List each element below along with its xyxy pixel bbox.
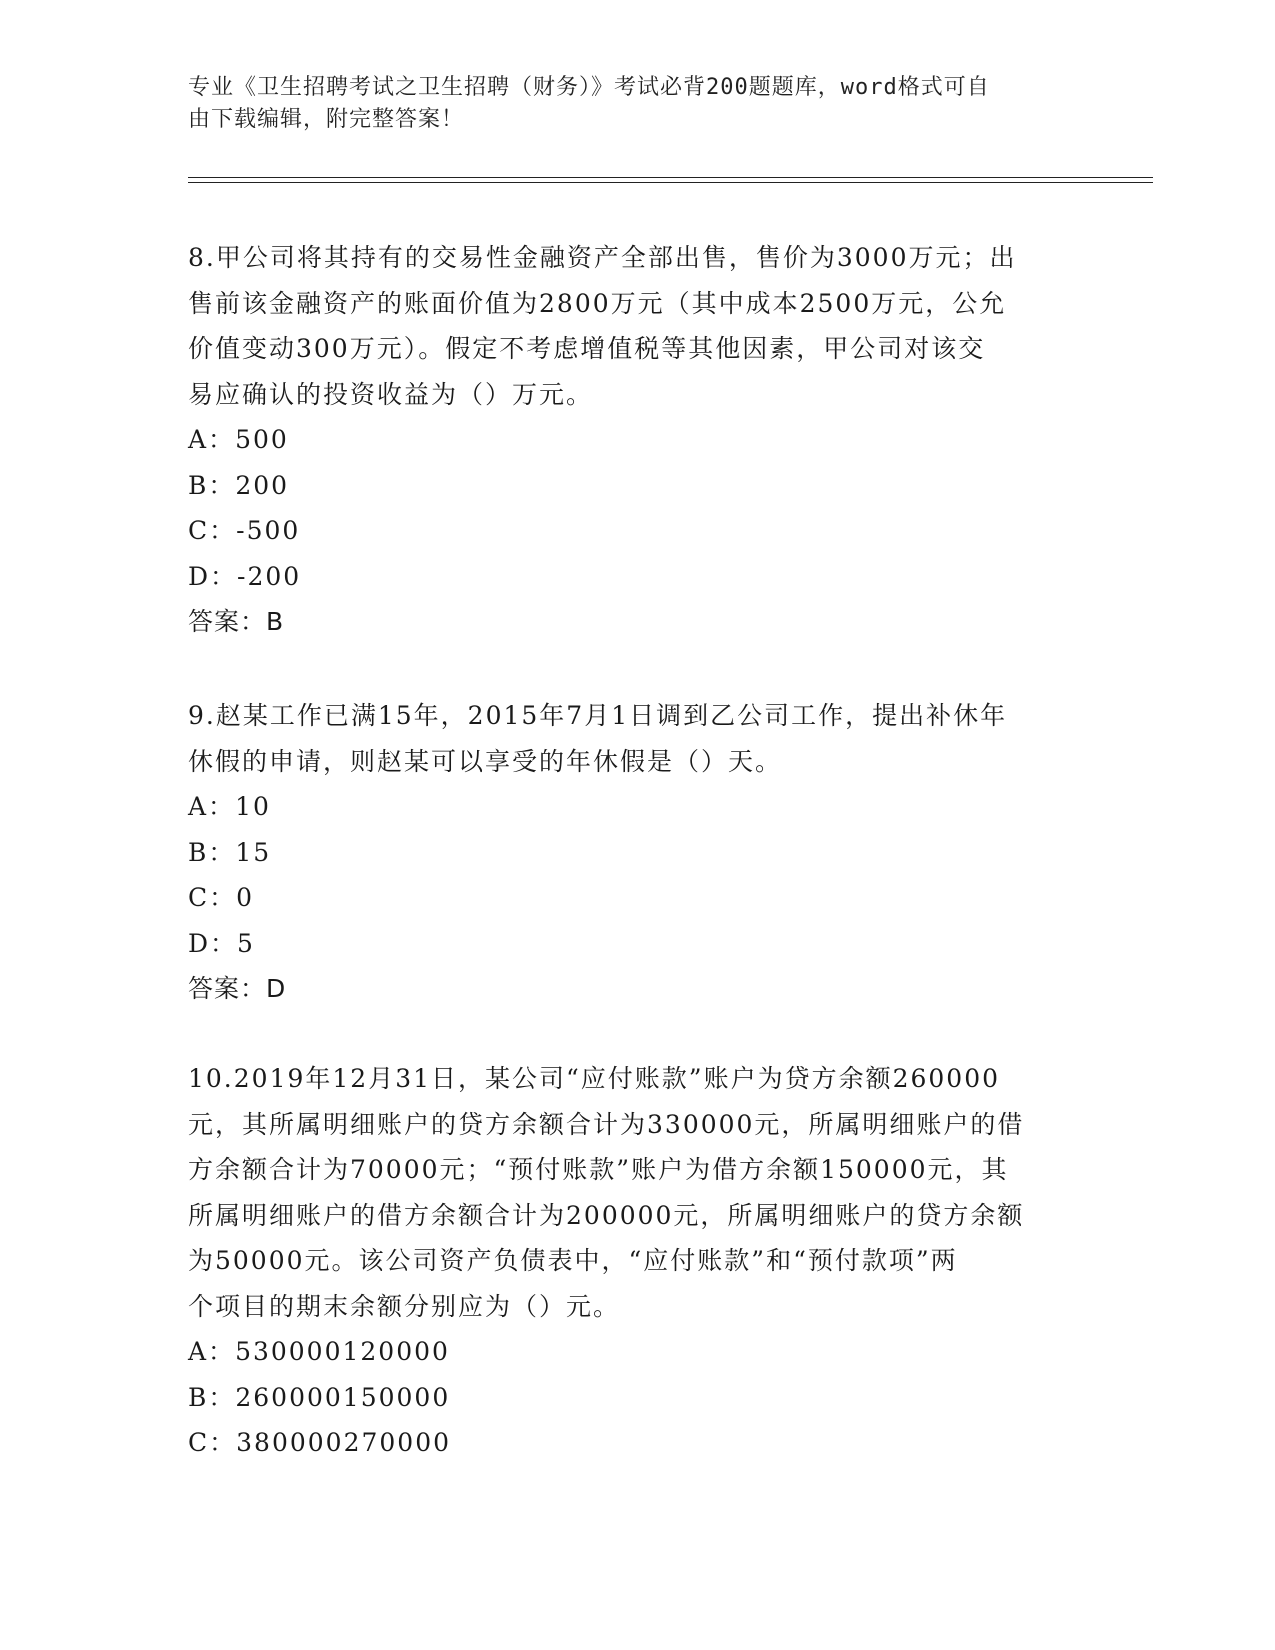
option-text: 5 [237,928,255,958]
header-divider-top [188,177,1153,178]
stem-line: 9.赵某工作已满15年，2015年7月1日调到乙公司工作，提出补休年 [188,701,1008,730]
stem-line: 10.2019年12月31日，某公司“应付账款”账户为贷方余额260000 [188,1064,1001,1093]
stem-line: 个项目的期末余额分别应为（）元。 [188,1291,621,1321]
answer-line: 答案：D [188,974,287,1003]
option-b [188,463,1078,509]
question-8 [188,235,1078,645]
header-line-1: 专业《卫生招聘考试之卫生招聘（财务）》考试必背200题题库，word格式可自 [188,75,990,100]
stem-line: 8.甲公司将其持有的交易性金融资产全部出售，售价为3000万元；出 [188,243,1017,272]
stem-line: 售前该金融资产的账面价值为2800万元（其中成本2500万元，公允 [188,288,1007,318]
option-a [188,1329,1078,1375]
question-stem [188,235,1078,417]
option-label: D： [188,928,238,958]
question-stem [188,693,1078,784]
option-b [188,830,1078,876]
option-text: -200 [237,561,302,591]
header-line-2: 由下载编辑，附完整答案！ [188,107,465,132]
option-a [188,784,1078,830]
question-stem [188,1056,1078,1329]
option-d [188,554,1078,600]
option-text: 260000150000 [235,1382,451,1412]
option-text: 0 [236,883,255,912]
stem-line: 休假的申请，则赵某可以享受的年休假是（）天。 [188,746,783,776]
option-text: 500 [235,425,289,454]
option-b [188,1375,1078,1421]
option-text: 530000120000 [235,1337,450,1366]
option-text: 15 [235,837,272,867]
stem-line: 易应确认的投资收益为（）万元。 [188,379,594,409]
option-text: -500 [236,516,301,545]
option-text: 200 [235,470,290,500]
stem-line: 所属明细账户的借方余额合计为200000元，所属明细账户的贷方余额 [188,1200,1025,1230]
question-10 [188,1056,1078,1466]
document-header [188,72,1078,136]
option-label: C： [188,516,237,545]
header-divider-bottom [188,182,1153,183]
option-label: A： [188,792,236,821]
option-d [188,921,1078,967]
stem-line: 元，其所属明细账户的贷方余额合计为330000元，所属明细账户的借 [188,1109,1025,1139]
option-label: B： [188,1382,236,1412]
option-label: C： [188,883,237,912]
option-c [188,875,1078,921]
stem-line: 方余额合计为70000元；“预付账款”账户为借方余额150000元，其 [188,1155,1009,1184]
answer-line: 答案：B [188,607,285,636]
option-text: 10 [235,792,271,821]
option-label: B： [188,470,236,500]
question-9 [188,693,1078,1012]
stem-line: 价值变动300万元）。假定不考虑增值税等其他因素，甲公司对该交 [188,334,986,363]
option-label: A： [188,425,236,454]
option-label: A： [188,1337,236,1366]
stem-line: 为50000元。该公司资产负债表中，“应付账款”和“预付款项”两 [188,1246,958,1275]
option-label: D： [188,561,238,591]
option-text: 380000270000 [236,1428,452,1457]
option-label: B： [188,837,236,867]
option-c [188,1420,1078,1466]
option-c [188,508,1078,554]
option-a [188,417,1078,463]
option-label: C： [188,1428,237,1457]
